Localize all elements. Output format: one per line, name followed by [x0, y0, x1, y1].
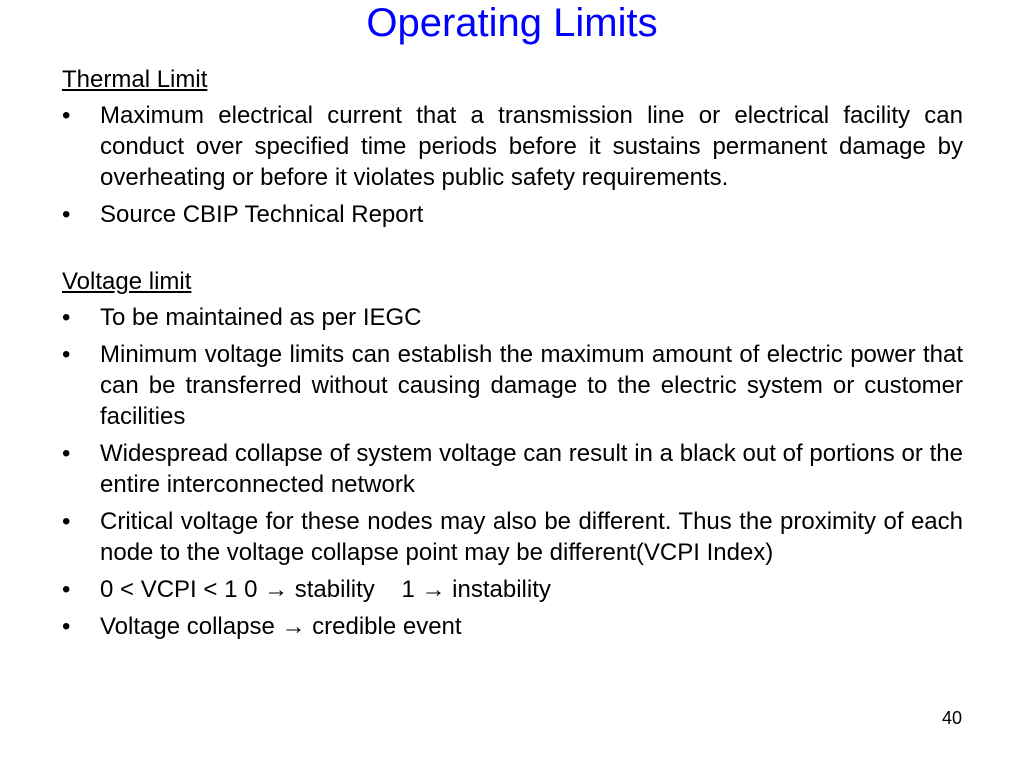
list-item — [62, 100, 963, 193]
list-item — [62, 339, 963, 432]
voltage-limit-heading: Voltage limit — [62, 268, 192, 295]
page-number: 40 — [941, 708, 962, 728]
bullet-icon: • — [62, 613, 71, 640]
list-item-text: Minimum voltage limits can establish the maximum amount of electric power that can be transferred without causing damage to the electric system or customer facilities — [100, 341, 963, 430]
bullet-icon: • — [62, 304, 71, 331]
list-item-text: Maximum electrical current that a transmission line or electrical facility can conduct over specified time periods before it sustains permanent damage by overheating or before it violates public safety requirements. — [100, 102, 963, 191]
thermal-limit-heading: Thermal Limit — [62, 66, 208, 93]
slide-title: Operating Limits — [366, 1, 658, 45]
list-item-text: To be maintained as per IEGC — [100, 304, 422, 331]
list-item-text: Source CBIP Technical Report — [100, 201, 424, 228]
list-item-text: 0 < VCPI < 1 0 → stability 1 → instability — [100, 576, 551, 603]
bullet-icon: • — [62, 508, 71, 535]
thermal-limit-section — [62, 64, 963, 230]
bullet-icon: • — [62, 440, 71, 467]
list-item — [62, 438, 963, 500]
list-item — [62, 506, 963, 568]
list-item — [62, 611, 963, 642]
list-item-text: Critical voltage for these nodes may also be different. Thus the proximity of each node to the voltage collapse point may be different(VCPI Index) — [100, 508, 963, 566]
voltage-limit-section — [62, 266, 963, 642]
list-item-text: Voltage collapse → credible event — [100, 613, 462, 640]
list-item-text: Widespread collapse of system voltage can result in a black out of portions or the entire interconnected network — [100, 440, 963, 498]
bullet-icon: • — [62, 201, 71, 228]
thermal-limit-list — [62, 100, 963, 230]
list-item — [62, 199, 963, 230]
list-item — [62, 574, 963, 605]
slide-content — [62, 64, 963, 648]
bullet-icon: • — [62, 102, 71, 129]
bullet-icon: • — [62, 341, 71, 368]
list-item — [62, 302, 963, 333]
bullet-icon: • — [62, 576, 71, 603]
voltage-limit-list — [62, 302, 963, 642]
